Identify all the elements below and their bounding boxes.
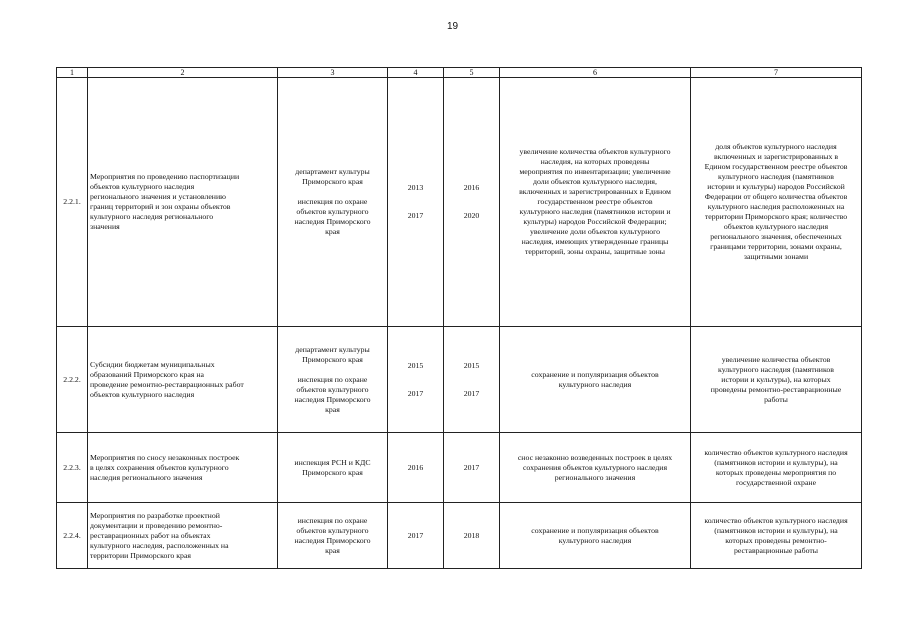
indicator-lines	[693, 142, 859, 262]
text-line: доля объектов культурного наследия	[715, 142, 837, 151]
executor-primary	[280, 167, 385, 187]
start-year-first: 2015	[407, 360, 424, 370]
text-line: образований Приморского края на	[90, 369, 205, 379]
text-line: увеличение количества объектов	[721, 354, 831, 364]
text-line: культуры) народов Российской Федерации;	[523, 217, 667, 226]
text-line: культурного наследия (памятников	[718, 172, 834, 181]
text-line: границ территорий и зон охраны объектов	[90, 202, 231, 211]
text-line: наследия, имеющих утвержденные границы	[521, 237, 669, 246]
text-line: в целях сохранения объектов культурного	[90, 462, 229, 472]
text-line: которых проведены ремонтно-	[725, 535, 827, 545]
text-line: реставрационные работы	[733, 545, 819, 555]
text-line: культурного наследия	[558, 379, 632, 389]
indicator	[691, 78, 862, 327]
text-line: проведение ремонтно-реставрационных работ	[90, 379, 244, 389]
end-year-second: 2017	[463, 388, 480, 398]
text-line: объектов культурного наследия	[723, 222, 829, 231]
executors	[278, 327, 388, 433]
text-line: территории Приморского края; количество	[704, 212, 848, 221]
table-row	[57, 433, 862, 503]
end-year-second: 2020	[463, 211, 480, 220]
activity-name-lines	[90, 172, 275, 232]
activities-table	[56, 67, 862, 569]
text-line: государственной охране	[735, 477, 817, 487]
text-line: края	[325, 227, 340, 236]
spacer	[446, 371, 497, 389]
text-line: количество объектов культурного наследия	[704, 515, 848, 525]
text-line: Федерации от общего количества объектов	[704, 192, 848, 201]
text-line: края	[325, 545, 340, 555]
end-years	[444, 327, 500, 433]
header-cell: 2	[88, 68, 278, 78]
executor-primary	[280, 345, 385, 365]
text-line: края	[325, 404, 340, 414]
text-line: включенных и зарегистрированных в	[713, 152, 839, 161]
text-line: сохранение и популяризация объектов	[531, 525, 659, 535]
executors	[278, 433, 388, 503]
text-line: защитными зонами	[743, 252, 809, 261]
text-line: Субсидии бюджетам муниципальных	[90, 359, 215, 369]
activity-name	[88, 78, 278, 327]
text-line: культурного наследия (памятников	[718, 364, 834, 374]
header-cell: 4	[388, 68, 444, 78]
end-year-first: 2017	[463, 462, 480, 472]
end-years	[444, 433, 500, 503]
executor-secondary	[280, 375, 385, 415]
text-line: истории и культуры) народов Российской	[707, 182, 845, 191]
end-year-first: 2015	[463, 360, 480, 370]
text-line: доли объектов культурного наследия,	[533, 177, 657, 186]
activity-name	[88, 327, 278, 433]
expected-result	[500, 327, 691, 433]
row-number: 2.2.4.	[57, 503, 88, 569]
indicator-lines	[693, 355, 859, 405]
table-row	[57, 327, 862, 433]
executor-primary	[280, 458, 385, 478]
start-year-first: 2017	[407, 530, 424, 540]
text-line: Приморского края	[302, 354, 363, 364]
text-line: мероприятия по инвентаризации; увеличение	[519, 167, 671, 176]
text-line: наследия Приморского	[294, 217, 371, 226]
text-line: количество объектов культурного наследия	[704, 447, 848, 457]
start-years	[388, 433, 444, 503]
start-years	[388, 503, 444, 569]
start-years	[388, 327, 444, 433]
text-line: объектов культурного	[296, 207, 369, 216]
text-line: документации и проведению ремонтно-	[90, 520, 223, 530]
text-line: инспекция по охране	[297, 197, 368, 206]
text-line: культурного наследия, расположенных на	[90, 540, 229, 550]
expected-result	[500, 78, 691, 327]
text-line: снос незаконно возведенных построек в целях	[517, 452, 673, 462]
text-line: культурного наследия	[558, 535, 632, 545]
row-number: 2.2.3.	[57, 433, 88, 503]
text-line: границами территории, зонами охраны,	[710, 242, 842, 251]
header-cell: 7	[691, 68, 862, 78]
spacer	[390, 371, 441, 389]
start-year-second: 2017	[407, 211, 424, 220]
text-line: департамент культуры	[295, 344, 370, 354]
indicator-lines	[693, 516, 859, 556]
activity-name	[88, 433, 278, 503]
text-line: инспекция по охране	[297, 374, 368, 384]
text-line: инспекция по охране	[297, 515, 368, 525]
text-line: наследия Приморского	[294, 394, 371, 404]
spacer	[280, 365, 385, 375]
text-line: увеличение количества объектов культурного	[519, 147, 671, 156]
text-line: увеличение доли объектов культурного	[529, 227, 661, 236]
text-line: Приморского края	[302, 467, 363, 477]
end-year-first: 2018	[463, 530, 480, 540]
text-line: значения	[90, 222, 120, 231]
activity-name-lines	[90, 360, 275, 400]
expected-result-lines	[502, 147, 688, 257]
row-number: 2.2.2.	[57, 327, 88, 433]
header-cell: 3	[278, 68, 388, 78]
spacer	[446, 193, 497, 211]
text-line: Едином государственном реестре объектов	[704, 162, 848, 171]
header-cell: 5	[444, 68, 500, 78]
text-line: (памятников истории и культуры), на	[714, 457, 838, 467]
text-line: культурного наследия регионального	[90, 212, 214, 221]
text-line: Мероприятия по сносу незаконных построек	[90, 452, 240, 462]
text-line: Мероприятия по проведению паспортизации	[90, 172, 240, 181]
text-line: регионального значения	[554, 472, 636, 482]
text-line: которых проведены мероприятия по	[715, 467, 837, 477]
indicator	[691, 327, 862, 433]
text-line: наследия, на которых проведены	[540, 157, 650, 166]
text-line: истории и культуры), на которых	[721, 374, 831, 384]
text-line: включенных и зарегистрированных в Едином	[519, 187, 671, 196]
expected-result	[500, 503, 691, 569]
text-line: Приморского края	[302, 177, 363, 186]
end-years	[444, 503, 500, 569]
text-line: сохранения объектов культурного наследия	[522, 462, 668, 472]
executors	[278, 503, 388, 569]
expected-result-lines	[502, 526, 688, 546]
text-line: департамент культуры	[295, 167, 370, 176]
start-year-first: 2013	[407, 183, 424, 192]
spacer	[280, 187, 385, 197]
row-number: 2.2.1.	[57, 78, 88, 327]
text-line: (памятников истории и культуры), на	[714, 525, 838, 535]
text-line: работы	[764, 394, 788, 404]
text-line: инспекция РСН и КДС	[294, 457, 371, 467]
text-line: наследия регионального значения	[90, 472, 203, 482]
start-years	[388, 78, 444, 327]
text-line: культурного наследия (памятников истории и	[519, 207, 671, 216]
executors	[278, 78, 388, 327]
header-row	[57, 68, 862, 78]
executor-primary	[280, 516, 385, 556]
header-cell: 1	[57, 68, 88, 78]
expected-result-lines	[502, 453, 688, 483]
text-line: объектов культурного наследия	[90, 389, 195, 399]
text-line: Мероприятия по разработке проектной	[90, 510, 220, 520]
text-line: культурного наследия расположенных на	[707, 202, 845, 211]
text-line: наследия Приморского	[294, 535, 371, 545]
text-line: государственном реестре объектов	[537, 197, 653, 206]
activity-name-lines	[90, 511, 275, 561]
spacer	[390, 193, 441, 211]
text-line: регионального значения и установлению	[90, 192, 226, 201]
table-row	[57, 503, 862, 569]
indicator	[691, 503, 862, 569]
indicator	[691, 433, 862, 503]
text-line: объектов культурного наследия	[90, 182, 195, 191]
text-line: проведены ремонтно-реставрационные	[710, 384, 842, 394]
end-year-first: 2016	[463, 183, 480, 192]
table-row	[57, 78, 862, 327]
expected-result-lines	[502, 370, 688, 390]
activity-name	[88, 503, 278, 569]
header-cell: 6	[500, 68, 691, 78]
text-line: регионального значения, обеспеченных	[710, 232, 842, 241]
page-number: 19	[446, 21, 459, 32]
text-line: реставрационных работ на объектах	[90, 530, 211, 540]
executor-secondary	[280, 197, 385, 237]
text-line: территории Приморского края	[90, 550, 192, 560]
text-line: объектов культурного	[296, 525, 369, 535]
start-year-first: 2016	[407, 462, 424, 472]
text-line: сохранение и популяризация объектов	[531, 369, 659, 379]
text-line: объектов культурного	[296, 384, 369, 394]
expected-result	[500, 433, 691, 503]
indicator-lines	[693, 448, 859, 488]
activity-name-lines	[90, 453, 275, 483]
end-years	[444, 78, 500, 327]
start-year-second: 2017	[407, 388, 424, 398]
text-line: территорий, зоны охраны, защитные зоны	[524, 247, 666, 256]
